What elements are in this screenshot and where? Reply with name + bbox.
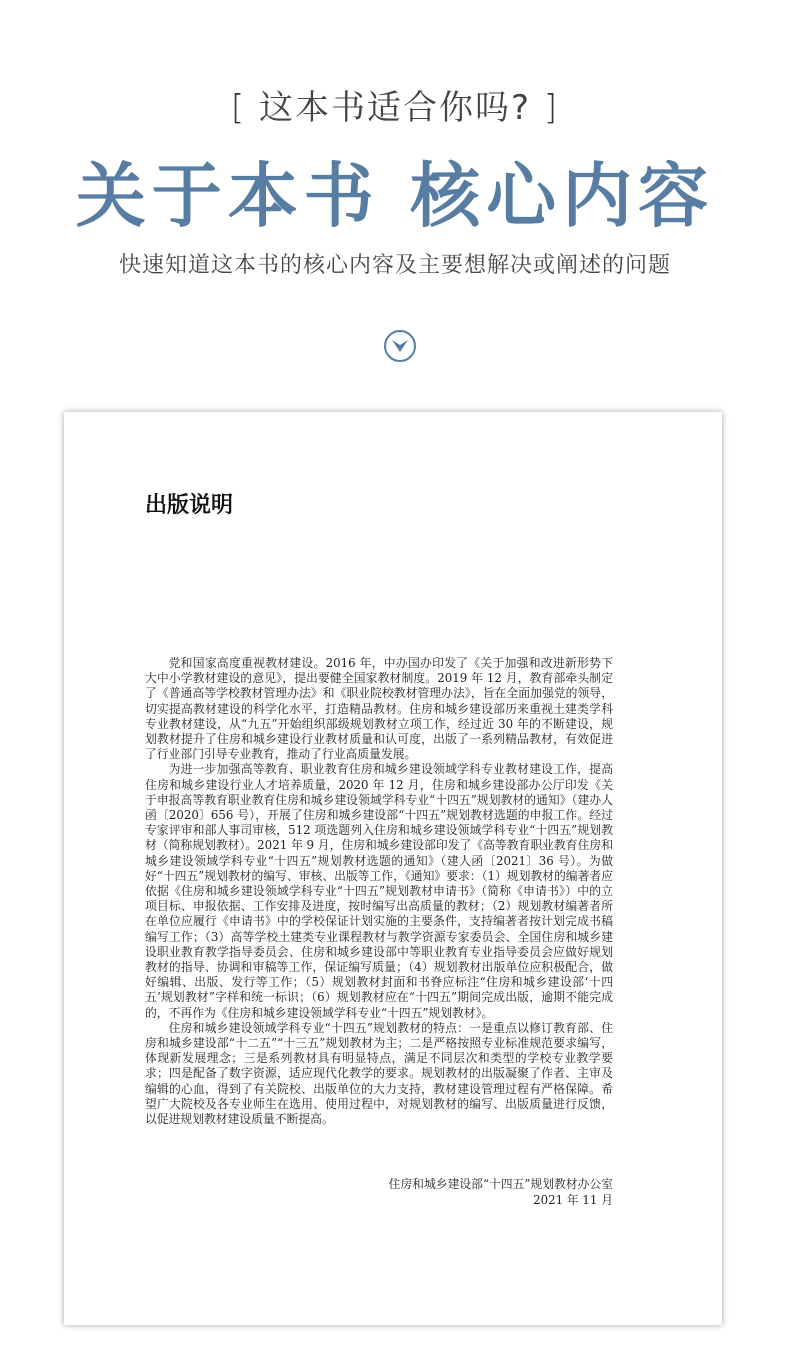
- bracket-open: [: [230, 88, 247, 128]
- paragraph: 党和国家高度重视教材建设。2016 年，中办国办印发了《关于加强和改进新形势下大中小学教材建设的意见》，提出要健全国家教材制度。2019 年 12 月，教育部牵头制定了《普通高等学校教材管理办法》和《职业院校教材管理办法》，旨在全面加强党的领导，切实提高教材建设的科学化水平，打造精品教材。住房和城乡建设部历来重视土建类学科专业教材建设，从“九五”开始组织部级规划教材立项工作，经过近 30 年的不断建设，规划教材提升了住房和城乡建设行业教材质量和认可度，出版了一系列精品教材，有效促进了行业部门引导专业教育，推动了行业高质量发展。: [145, 656, 613, 762]
- date: 2021 年 11 月: [533, 1193, 613, 1207]
- kicker-heading: [0, 80, 790, 129]
- paragraph: 为进一步加强高等教育、职业教育住房和城乡建设领域学科专业教材建设工作，提高住房和城乡建设行业人才培养质量，2020 年 12 月，住房和城乡建设部办公厅印发《关于申报高等教育职业教育住房和城乡建设领域学科专业“十四五”规划教材的通知》（建办人函〔2020〕656 号），开展了住房和城乡建设部“十四五”规划教材选题的申报工作。经过专家评审和部人事司审核，512 项选题列入住房和城乡建设领域学科专业“十四五”规划教材（简称规划教材）。2021 年 9 月，住房和城乡建设部印发了《高等教育职业教育住房和城乡建设领域学科专业“十四五”规划教材选题的通知》（建人函〔2021〕36 号）。为做好“十四五”规划教材的编写、审核、出版等工作，《通知》要求：（1）规划教材的编著者应依据《住房和城乡建设领域学科专业“十四五”规划教材申请书》（简称《申请书》）中的立项目标、申报依据、工作安排及进度，按时编写出高质量的教材；（2）规划教材编著者所在单位应履行《申请书》中的学校保证计划实施的主要条件，支持编著者按计划完成书稿编写工作；（3）高等学校土建类专业课程教材与教学资源专家委员会、全国住房和城乡建设职业教育教学指导委员会、住房和城乡建设部中等职业教育专业指导委员会应做好规划教材的指导、协调和审稿等工作，保证编写质量；（4）规划教材出版单位应积极配合，做好编辑、出版、发行等工作；（5）规划教材封面和书脊应标注“住房和城乡建设部‘十四五’规划教材”字样和统一标识；（6）规划教材应在“十四五”期间完成出版，逾期不能完成的，不再作为《住房和城乡建设领域学科专业“十四五”规划教材》。: [145, 762, 613, 1020]
- kicker-text: 这本书适合你吗?: [258, 88, 532, 128]
- document-title: 出版说明: [145, 492, 234, 518]
- document-body: [145, 656, 613, 1127]
- headline: 关于本书 核心内容: [75, 154, 715, 237]
- paragraph: 住房和城乡建设领域学科专业“十四五”规划教材的特点：一是重点以修订教育部、住房和城乡建设部“十二五”“十三五”规划教材为主；二是严格按照专业标准规范要求编写，体现新发展理念；三是系列教材具有明显特点，满足不同层次和类型的学校专业教学要求；四是配备了数字资源，适应现代化教学的要求。规划教材的出版凝聚了作者、主审及编辑的心血，得到了有关院校、出版单位的大力支持，教材建设管理过程有严格保障。希望广大院校及各专业师生在选用、使用过程中，对规划教材的编写、出版质量进行反馈，以促进规划教材建设质量不断提高。: [145, 1020, 613, 1127]
- chevron-down-circle-icon: [384, 330, 416, 362]
- document-page: [64, 412, 722, 1325]
- bracket-close: ]: [543, 88, 560, 128]
- subtitle: 快速知道这本书的核心内容及主要想解决或阐述的问题: [118, 253, 671, 278]
- signature-block: [145, 1176, 613, 1208]
- signature: 住房和城乡建设部“十四五”规划教材办公室: [388, 1177, 613, 1191]
